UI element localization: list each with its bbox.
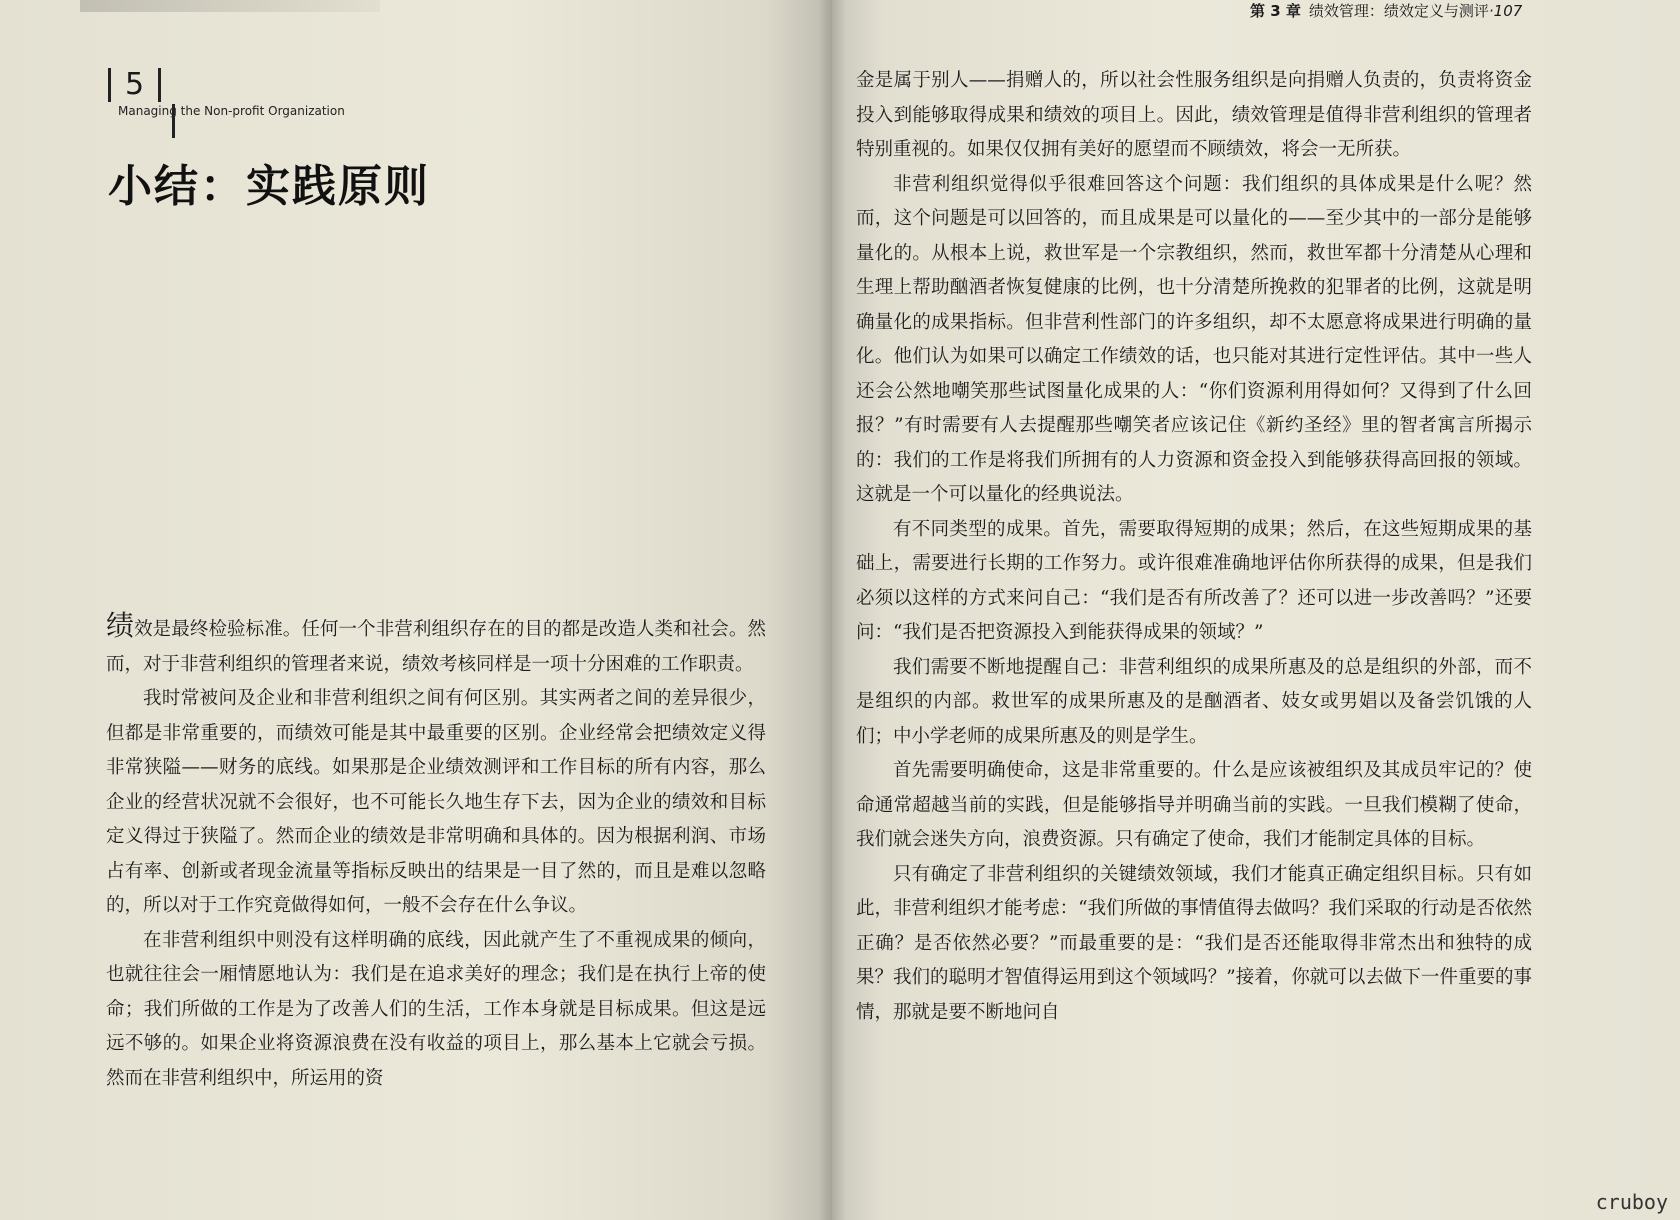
chapter-number: 5 <box>108 68 161 102</box>
left-paragraph-1-text: 效是最终检验标准。任何一个非营利组织存在的目的都是改造人类和社会。然而，对于非营利组织的管理者来说，绩效考核同样是一项十分困难的工作职责。 <box>106 619 766 675</box>
running-head-chapter: 第 3 章 <box>1250 2 1301 20</box>
book-gutter <box>818 0 846 1220</box>
section-title: 小结：实践原则 <box>108 161 430 212</box>
right-paragraph-5: 只有确定了非营利组织的关键绩效领域，我们才能真正确定组织目标。只有如此，非营利组织才能考虑：“我们所做的事情值得去做吗？我们采取的行动是否依然正确？是否依然必要？”而最重要的是：“我们是否还能取得非常杰出和独特的成果？我们的聪明才智值得运用到这个领域吗？”接着，你就可以去做下一件重要的事情，那就是要不断地问自 <box>856 863 1532 1023</box>
left-page <box>0 0 832 1220</box>
watermark: cruboy <box>1595 1190 1668 1214</box>
left-paragraph-3: 在非营利组织中则没有这样明确的底线，因此就产生了不重视成果的倾向，也就往往会一厢情愿地认为：我们是在追求美好的理念；我们是在执行上帝的使命；我们所做的工作是为了改善人们的生活，工作本身就是目标成果。但这是远远不够的。如果企业将资源浪费在没有收益的项目上，那么基本上它就会亏损。然而在非营利组织中，所运用的资 <box>106 929 766 1089</box>
right-paragraph-1: 非营利组织觉得似乎很难回答这个问题：我们组织的具体成果是什么呢？然而，这个问题是可以回答的，而且成果是可以量化的——至少其中的一部分是能够量化的。从根本上说，救世军是一个宗教组织，然而，救世军都十分清楚从心理和生理上帮助酗酒者恢复健康的比例，也十分清楚所挽救的犯罪者的比例，这就是明确量化的成果指标。但非营利性部门的许多组织，却不太愿意将成果进行明确的量化。他们认为如果可以确定工作绩效的话，也只能对其进行定性评估。其中一些人还会公然地嘲笑那些试图量化成果的人：“你们资源利用得如何？又得到了什么回报？”有时需要有人去提醒那些嘲笑者应该记住《新约圣经》里的智者寓言所揭示的：我们的工作是将我们所拥有的人力资源和资金投入到能够获得高回报的领域。这就是一个可以量化的经典说法。 <box>856 173 1532 505</box>
page-number: ·107 <box>1488 2 1523 20</box>
left-running-head-faint <box>80 0 380 12</box>
right-paragraph-continued: 金是属于别人——捐赠人的，所以社会性服务组织是向捐赠人负责的，负责将资金投入到能够取得成果和绩效的项目上。因此，绩效管理是值得非营利组织的管理者特别重视的。如果仅仅拥有美好的愿望而不顾绩效，将会一无所获。 <box>856 70 1532 160</box>
running-head-title: 绩效管理：绩效定义与测评 <box>1308 2 1489 20</box>
left-body-text <box>106 609 766 1096</box>
left-paragraph-1 <box>106 609 766 682</box>
right-paragraph-3: 我们需要不断地提醒自己：非营利组织的成果所惠及的总是组织的外部，而不是组织的内部。救世军的成果所惠及的是酗酒者、妓女或男娼以及备尝饥饿的人们；中小学老师的成果所惠及的则是学生。 <box>856 656 1532 747</box>
dropcap: 绩 <box>106 609 135 642</box>
left-paragraph-2: 我时常被问及企业和非营利组织之间有何区别。其实两者之间的差异很少，但都是非常重要的，而绩效可能是其中最重要的区别。企业经常会把绩效定义得非常狭隘——财务的底线。如果那是企业绩效测评和工作目标的所有内容，那么企业的经营状况就不会很好，也不可能长久地生存下去，因为企业的绩效和目标定义得过于狭隘了。然而企业的绩效是非常明确和具体的。因为根据利润、市场占有率、创新或者现金流量等指标反映出的结果是一目了然的，而且是难以忽略的，所以对于工作究竟做得如何，一般不会存在什么争议。 <box>106 688 766 916</box>
running-head <box>1250 0 1522 20</box>
right-paragraph-2: 有不同类型的成果。首先，需要取得短期的成果；然后，在这些短期成果的基础上，需要进行长期的工作努力。或许很难准确地评估你所获得的成果，但是我们必须以这样的方式来问自己：“我们是否有所改善了？还可以进一步改善吗？”还要问：“我们是否把资源投入到能获得成果的领域？” <box>856 518 1532 643</box>
series-title: Managing the Non-profit Organization <box>118 104 345 118</box>
right-paragraph-4: 首先需要明确使命，这是非常重要的。什么是应该被组织及其成员牢记的？使命通常超越当前的实践，但是能够指导并明确当前的实践。一旦我们模糊了使命，我们就会迷失方向，浪费资源。只有确定了使命，我们才能制定具体的目标。 <box>856 760 1532 850</box>
chapter-marker <box>108 67 345 118</box>
right-body-text <box>856 64 1532 1030</box>
